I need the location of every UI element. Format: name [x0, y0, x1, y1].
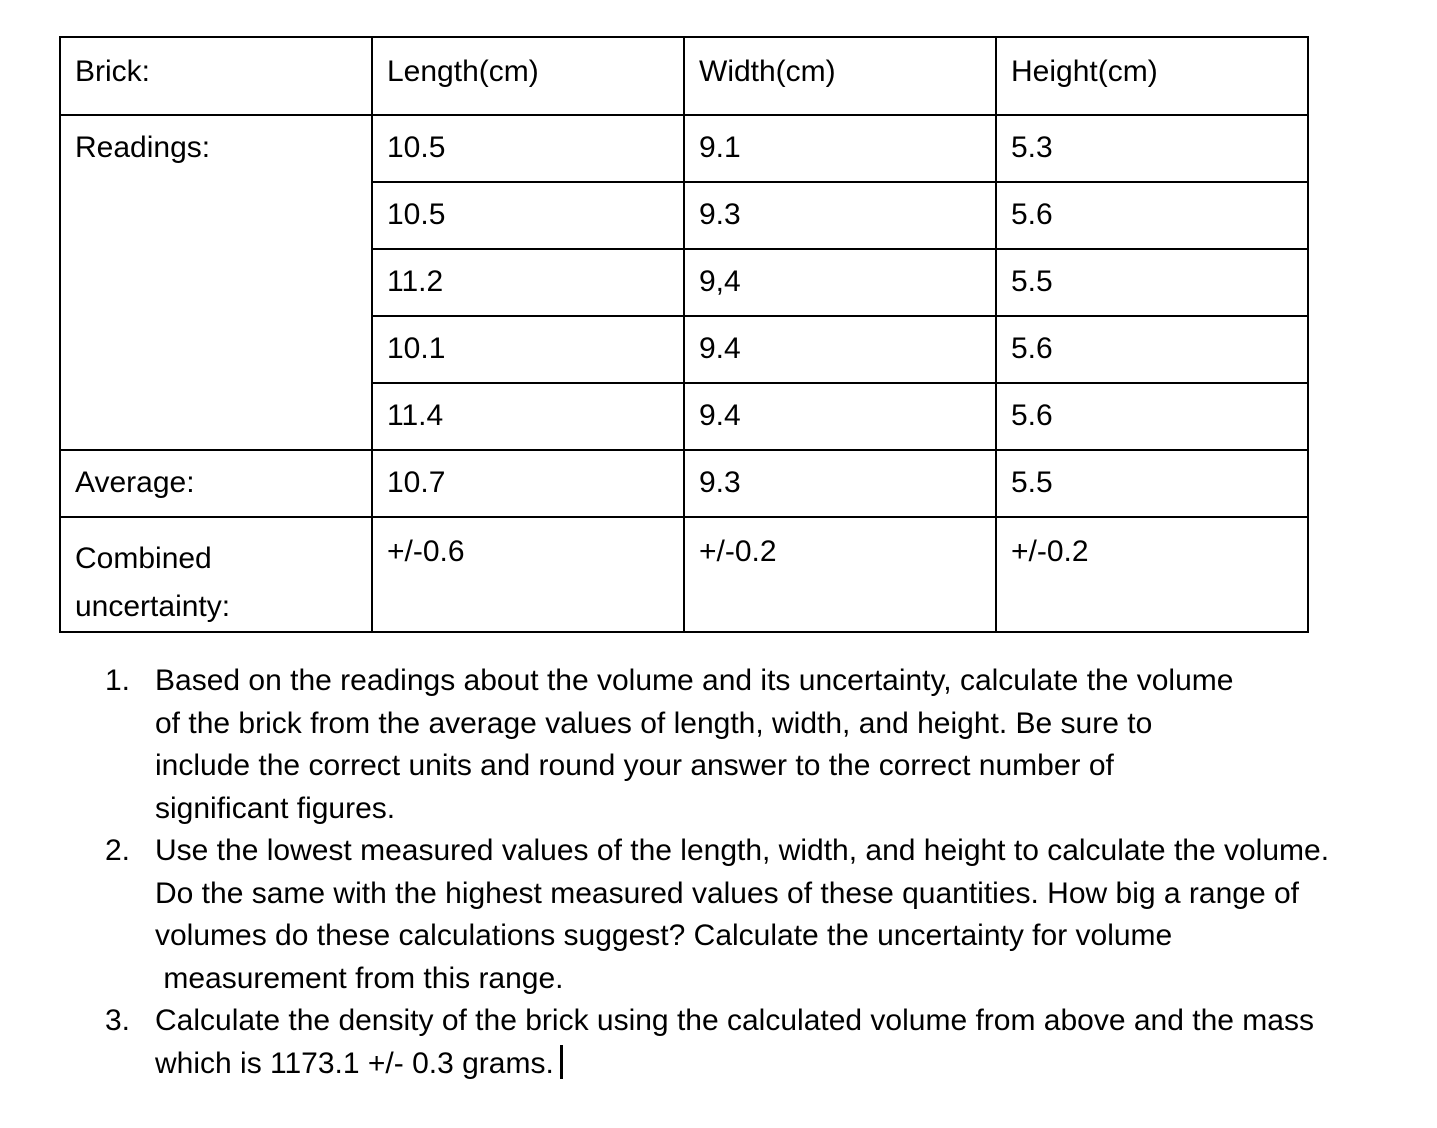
question-text-line: Use the lowest measured values of the length, width, and height to calculate the volume. [155, 834, 1330, 867]
table-header-row [60, 37, 1308, 115]
table-cell: 9.1 [684, 115, 996, 182]
uncertainty-width: +/-0.2 [684, 517, 996, 632]
question-item[interactable] [105, 1000, 1415, 1085]
uncertainty-label-line2: uncertainty: [75, 590, 231, 623]
table-cell: 10.5 [372, 182, 684, 249]
question-text-line: include the correct units and round your answer to the correct number of [155, 749, 1114, 782]
average-label: Average: [60, 450, 372, 517]
table-cell: 10.1 [372, 316, 684, 383]
table-cell: 11.4 [372, 383, 684, 450]
question-number: 1. [105, 664, 131, 697]
table-cell: 5.6 [996, 182, 1308, 249]
question-text-line: Do the same with the highest measured values of these quantities. How big a range of [155, 876, 1299, 910]
uncertainty-label-line1: Combined [75, 542, 212, 575]
question-text-line: measurement from this range. [155, 961, 564, 995]
table-cell: 9.3 [684, 182, 996, 249]
table-cell: 5.3 [996, 115, 1308, 182]
average-length: 10.7 [372, 450, 684, 517]
question-number: 3. [105, 1004, 131, 1037]
average-width: 9.3 [684, 450, 996, 517]
table-cell: 10.5 [372, 115, 684, 182]
table-cell: 5.6 [996, 383, 1308, 450]
uncertainty-height: +/-0.2 [996, 517, 1308, 632]
average-height: 5.5 [996, 450, 1308, 517]
uncertainty-length: +/-0.6 [372, 517, 684, 632]
readings-label: Readings: [60, 115, 372, 450]
table-cell: 9,4 [684, 249, 996, 316]
header-length: Length(cm) [372, 37, 684, 115]
question-text-line: volumes do these calculations suggest? Calculate the uncertainty for volume [155, 919, 1173, 952]
question-text-line: of the brick from the average values of length, width, and height. Be sure to [155, 706, 1153, 740]
uncertainty-label [60, 517, 372, 632]
header-brick: Brick: [60, 37, 372, 115]
question-number: 2. [105, 834, 131, 867]
brick-measurements-table [59, 36, 1309, 633]
question-item[interactable] [105, 660, 1415, 830]
table-cell: 5.5 [996, 249, 1308, 316]
table-cell: 9.4 [684, 383, 996, 450]
average-row [60, 450, 1308, 517]
header-height: Height(cm) [996, 37, 1308, 115]
table-cell: 5.6 [996, 316, 1308, 383]
table-cell: 9.4 [684, 316, 996, 383]
header-width: Width(cm) [684, 37, 996, 115]
text-cursor-icon [560, 1045, 563, 1079]
uncertainty-row [60, 517, 1308, 632]
table-row [60, 115, 1308, 182]
question-text-fragment: which is 1173.1 +/- 0.3 grams. [155, 1046, 554, 1080]
question-text-line: Based on the readings about the volume and its uncertainty, calculate the volume [155, 664, 1234, 697]
question-text-line: Calculate the density of the brick using the calculated volume from above and the mass [155, 1004, 1314, 1037]
question-item[interactable] [105, 830, 1415, 1000]
question-text-line [155, 1043, 1415, 1086]
questions-list[interactable] [105, 660, 1415, 1085]
question-text-line: significant figures. [155, 791, 396, 825]
table-cell: 11.2 [372, 249, 684, 316]
